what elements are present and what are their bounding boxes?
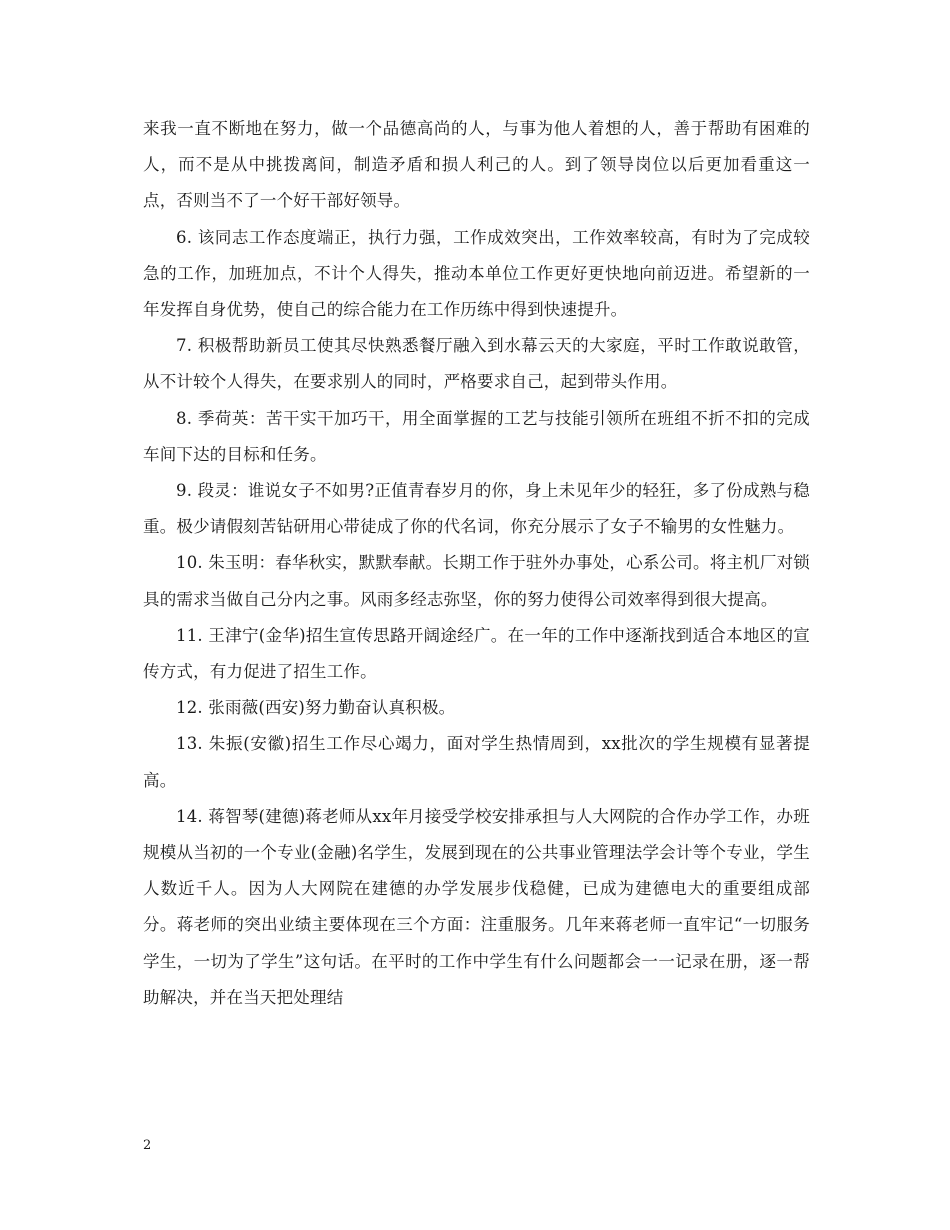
paragraph-item-11: 11. 王津宁(金华)招生宣传思路开阔途经广。在一年的工作中逐渐找到适合本地区的宣传方式，有力促进了招生工作。 bbox=[143, 625, 810, 682]
paragraph-item-7: 7. 积极帮助新员工使其尽快熟悉餐厅融入到水幕云天的大家庭，平时工作敢说敢管，从不计较个人得失，在要求别人的同时，严格要求自己，起到带头作用。 bbox=[143, 336, 810, 392]
paragraph-item-8: 8. 季荷英：苦干实干加巧干，用全面掌握的工艺与技能引领所在班组不折不扣的完成车间下达的目标和任务。 bbox=[143, 408, 810, 464]
paragraph-item-13: 13. 朱振(安徽)招生工作尽心竭力，面对学生热情周到，xx批次的学生规模有显著提高。 bbox=[143, 734, 810, 790]
paragraph-item-10: 10. 朱玉明：春华秋实，默默奉献。长期工作于驻外办事处，心系公司。将主机厂对锁具的需求当做自己分内之事。风雨多经志弥坚，你的努力使得公司效率得到很大提高。 bbox=[143, 553, 810, 609]
paragraph-continuation: 来我一直不断地在努力，做一个品德高尚的人，与事为他人着想的人，善于帮助有困难的人，而不是从中挑拨离间，制造矛盾和损人利己的人。到了领导岗位以后更加看重这一点，否则当不了一个好干部好领导。 bbox=[143, 119, 810, 211]
paragraph-item-9: 9. 段灵：谁说女子不如男?正值青春岁月的你，身上未见年少的轻狂，多了份成熟与稳重。极少请假刻苦钻研用心带徒成了你的代名词，你充分展示了女子不输男的女性魅力。 bbox=[143, 481, 810, 537]
paragraph-item-14: 14. 蒋智琴(建德)蒋老师从xx年月接受学校安排承担与人大网院的合作办学工作，办班规模从当初的一个专业(金融)名学生，发展到现在的公共事业管理法学会计等个专业，学生人数近千人。因为人大网院在建德的办学发展步伐稳健，已成为建德电大的重要组成部分。蒋老师的突出业绩主要体现在三个方面：注重服务。几年来蒋老师一直牢记“一切服务学生，一切为了学生”这句话。在平时的工作中学生有什么问题都会一一记录在册，逐一帮助解决，并在当天把处理结 bbox=[143, 806, 810, 1007]
paragraph-item-12: 12. 张雨薇(西安)努力勤奋认真积极。 bbox=[176, 698, 456, 718]
document-body bbox=[143, 111, 810, 1016]
paragraph-item-6: 6. 该同志工作态度端正，执行力强，工作成效突出，工作效率较高，有时为了完成较急的工作，加班加点，不计个人得失，推动本单位工作更好更快地向前迈进。希望新的一年发挥自身优势，使自己的综合能力在工作历练中得到快速提升。 bbox=[143, 227, 810, 320]
page-number: 2 bbox=[143, 1138, 152, 1153]
